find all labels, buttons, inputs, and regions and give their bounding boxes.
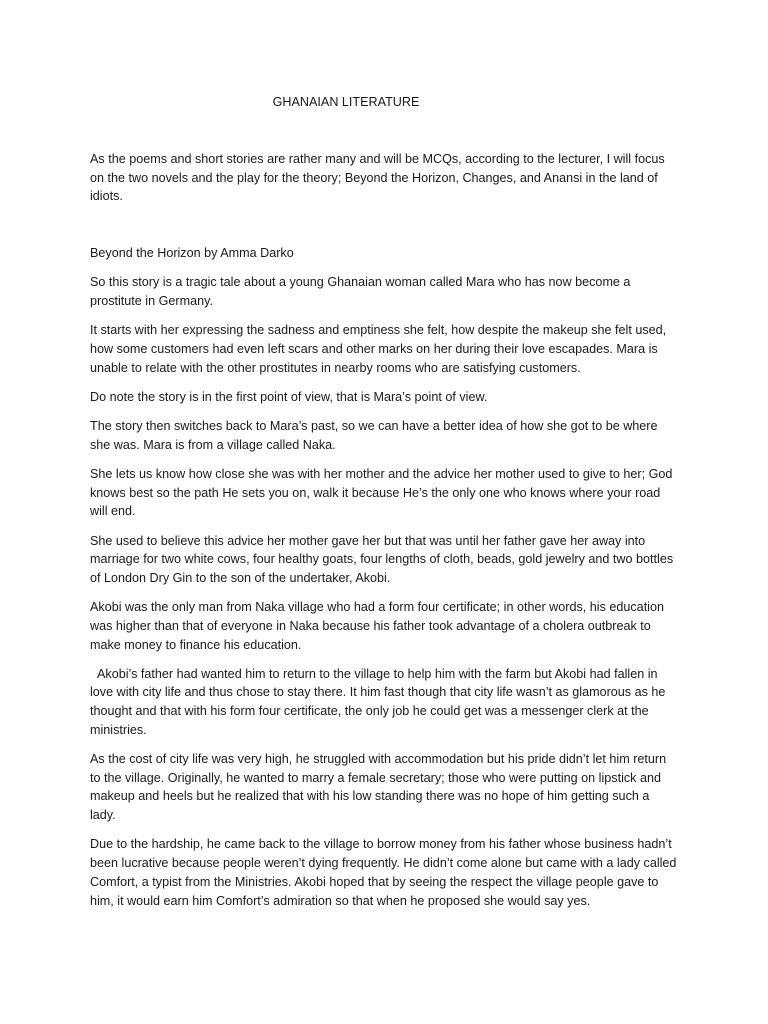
intro-paragraph: As the poems and short stories are rather many and will be MCQs, according to the lecturer, I will focus on the two novels and the play for the theory; Beyond the Horizon, Changes, and Anansi in the land of idiots. xyxy=(90,152,665,204)
paragraph: Do note the story is in the first point of view, that is Mara’s point of view. xyxy=(90,389,488,404)
document-title: GHANAIAN LITERATURE xyxy=(272,95,420,109)
paragraph: She lets us know how close she was with her mother and the advice her mother used to give to her; God knows best so the path He sets you on, walk it because He’s the only one who knows where your road will end. xyxy=(90,466,673,519)
paragraph: The story then switches back to Mara’s past, so we can have a better idea of how she got to be where she was. Mara is from a village called Naka. xyxy=(90,419,658,452)
section-heading: Beyond the Horizon by Amma Darko xyxy=(90,246,294,261)
document-body xyxy=(90,150,678,921)
paragraph: Due to the hardship, he came back to the village to borrow money from his father whose business hadn’t been lucrative because people weren’t dying frequently. He didn’t come alone but came with a lady called Comfort, a typist from the Ministries. Akobi hoped that by seeing the respect the village people gave to him, it would earn him Comfort’s admiration so that when he proposed she would say yes. xyxy=(90,837,677,908)
paragraph: It starts with her expressing the sadness and emptiness she felt, how despite the makeup she felt used, how some customers had even left scars and other marks on her during their love escapades. Mara is unable to relate with the other prostitutes in nearby rooms who are satisfying customers. xyxy=(90,323,667,375)
paragraph: As the cost of city life was very high, he struggled with accommodation but his pride didn’t let him return to the village. Originally, he wanted to marry a female secretary; those who were putting on lipstick and makeup and heels but he realized that with his low standing there was no hope of him getting such a lady. xyxy=(90,752,667,823)
paragraph: Akobi’s father had wanted him to return to the village to help him with the farm but Akobi had fallen in love with city life and thus chose to stay there. It him fast though that city life wasn’t as glamorous as he thought and that with his form four certificate, the only job he could get was a messenger clerk at the ministries. xyxy=(90,666,669,737)
paragraph: Akobi was the only man from Naka village who had a form four certificate; in other words, his education was higher than that of everyone in Naka because his father took advantage of a cholera outbreak to make money to finance his education. xyxy=(90,600,664,652)
paragraph: She used to believe this advice her mother gave her but that was until her father gave her away into marriage for two white cows, four healthy goats, four lengths of cloth, beads, gold jewelry and two bottles of London Dry Gin to the son of the undertaker, Akobi. xyxy=(90,533,674,585)
paragraph: So this story is a tragic tale about a young Ghanaian woman called Mara who has now become a prostitute in Germany. xyxy=(90,275,631,309)
